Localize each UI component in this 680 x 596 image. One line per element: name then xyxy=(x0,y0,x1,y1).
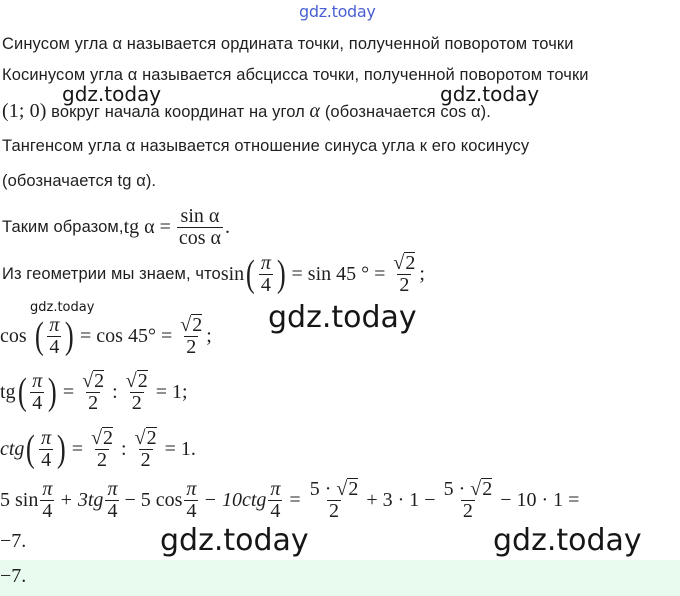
watermark-2: gdz.today xyxy=(440,82,540,106)
main-expression-line xyxy=(0,478,579,522)
four: 4 xyxy=(32,391,43,414)
pi-over-4 xyxy=(39,428,53,471)
sqrt2: √ 2 xyxy=(125,370,148,392)
cotangent-pi-4-line xyxy=(0,427,196,471)
semicolon: ; xyxy=(206,324,212,347)
ctg-label: ctg xyxy=(0,437,25,460)
two: 2 xyxy=(329,500,340,522)
left-paren: ( xyxy=(246,253,255,295)
plus-three-one: + 3 · 1 − xyxy=(366,488,436,511)
colon: : xyxy=(121,437,127,460)
sqrt2: √ 2 xyxy=(91,427,114,449)
five-sqrt2-over-2 xyxy=(442,478,495,522)
watermark-5: gdz.today xyxy=(160,523,309,558)
sqrt2-over-2 xyxy=(133,427,159,471)
pi-over-4 xyxy=(184,479,198,522)
cosine-pi-4-line xyxy=(0,314,212,358)
pi: π xyxy=(260,251,271,274)
right-paren: ) xyxy=(276,253,286,295)
tg-alpha-lhs: tg α = xyxy=(123,216,171,238)
five-sqrt2: 5 · √ 2 xyxy=(443,478,493,500)
two: 2 xyxy=(399,274,410,296)
plus-three-tg: + 3tg xyxy=(59,488,104,511)
tg-label: tg xyxy=(0,380,16,403)
pi-over-4 xyxy=(259,253,273,296)
geometry-prefix: Из геометрии мы знаем, что xyxy=(2,264,221,283)
watermark-4: gdz.today xyxy=(268,300,417,335)
sqrt2-over-2 xyxy=(80,370,106,414)
five-sqrt2-over-2 xyxy=(308,478,361,522)
equals-one: = 1. xyxy=(164,437,196,460)
sqrt2-over-2 xyxy=(178,314,204,358)
pi-over-4 xyxy=(105,479,119,522)
answer-box xyxy=(0,560,680,596)
pi-over-4 xyxy=(268,479,282,522)
four: 4 xyxy=(270,499,281,522)
four: 4 xyxy=(42,499,53,522)
definition-cosine: Косинусом угла α называется абсцисса точки, полученной поворотом точки xyxy=(2,66,589,84)
definition-tangent: Тангенсом угла α называется отношение синуса угла к его косинусу xyxy=(2,137,530,155)
four: 4 xyxy=(49,335,60,358)
colon: : xyxy=(112,380,118,403)
cos-notation: (обозначается cos α). xyxy=(320,103,491,121)
pi: π xyxy=(270,477,281,500)
pi: π xyxy=(107,477,118,500)
two: 2 xyxy=(186,336,197,358)
sqrt2-over-2 xyxy=(89,427,115,471)
two: 2 xyxy=(88,392,99,414)
sqrt2-over-2 xyxy=(391,252,417,296)
equals: = xyxy=(289,488,301,511)
left-paren: ( xyxy=(26,428,36,470)
four: 4 xyxy=(41,448,52,471)
minus-five-cos: − 5 cos xyxy=(124,488,183,511)
sqrt2: √ 2 xyxy=(134,427,157,449)
pi: π xyxy=(41,426,52,449)
right-paren: ) xyxy=(57,428,66,470)
period: . xyxy=(225,216,231,238)
pi-over-4 xyxy=(30,371,44,414)
tangent-pi-4-line xyxy=(0,370,188,414)
watermark-3: gdz.today xyxy=(30,300,95,315)
equals: = xyxy=(62,380,75,403)
pi: π xyxy=(186,477,197,500)
definition-sine: Синусом угла α называется ордината точки, полученной поворотом точки xyxy=(2,35,574,53)
left-paren: ( xyxy=(34,315,44,357)
sqrt2: √ 2 xyxy=(180,314,203,336)
rotation-text: вокруг начала координат на угол xyxy=(46,103,310,121)
sqrt2-over-2 xyxy=(124,370,150,414)
four: 4 xyxy=(107,499,118,522)
pi-over-4 xyxy=(40,479,54,522)
alpha-symbol: α xyxy=(309,100,321,122)
equals-cos45: = cos 45° = xyxy=(80,324,173,347)
semicolon: ; xyxy=(419,262,425,285)
pi-over-4 xyxy=(47,315,61,358)
tangent-notation: (обозначается tg α). xyxy=(2,172,157,190)
right-paren: ) xyxy=(65,315,75,357)
two: 2 xyxy=(140,449,151,471)
equals: = xyxy=(71,437,84,460)
fraction-numerator: sin α xyxy=(180,205,220,227)
tangent-formula xyxy=(2,206,230,249)
point-coordinates: (1; 0) xyxy=(2,100,47,122)
two: 2 xyxy=(462,500,473,522)
equals-sin45: = sin 45 ° = xyxy=(291,262,386,285)
cos-label: cos xyxy=(0,324,27,347)
two: 2 xyxy=(97,449,108,471)
minus-ten-one: − 10 · 1 = xyxy=(500,488,580,511)
right-paren: ) xyxy=(48,371,58,413)
left-paren: ( xyxy=(17,371,27,413)
pi: π xyxy=(32,369,43,392)
sin-over-cos-fraction xyxy=(177,206,223,249)
five-sin: 5 sin xyxy=(0,488,39,511)
result-line: −7. xyxy=(0,530,27,552)
watermark-1: gdz.today xyxy=(62,82,162,106)
sin-label: sin xyxy=(220,262,245,285)
answer-value: −7. xyxy=(0,565,27,587)
thus-prefix: Таким образом, xyxy=(2,218,124,236)
fraction-denominator: cos α xyxy=(178,227,222,249)
pi: π xyxy=(42,477,53,500)
sqrt2: √ 2 xyxy=(393,252,416,274)
definition-cosine-cont xyxy=(2,100,491,123)
watermark-6: gdz.today xyxy=(493,523,642,558)
four: 4 xyxy=(186,499,197,522)
sine-pi-4-line xyxy=(2,252,425,296)
minus-ten-ctg: − 10ctg xyxy=(203,488,267,511)
equals-one: = 1; xyxy=(155,380,188,403)
five-sqrt2: 5 · √ 2 xyxy=(309,478,359,500)
pi: π xyxy=(49,313,60,336)
two: 2 xyxy=(131,392,142,414)
sqrt2: √ 2 xyxy=(82,370,105,392)
four: 4 xyxy=(260,273,271,296)
watermark-top: gdz.today xyxy=(299,2,376,21)
